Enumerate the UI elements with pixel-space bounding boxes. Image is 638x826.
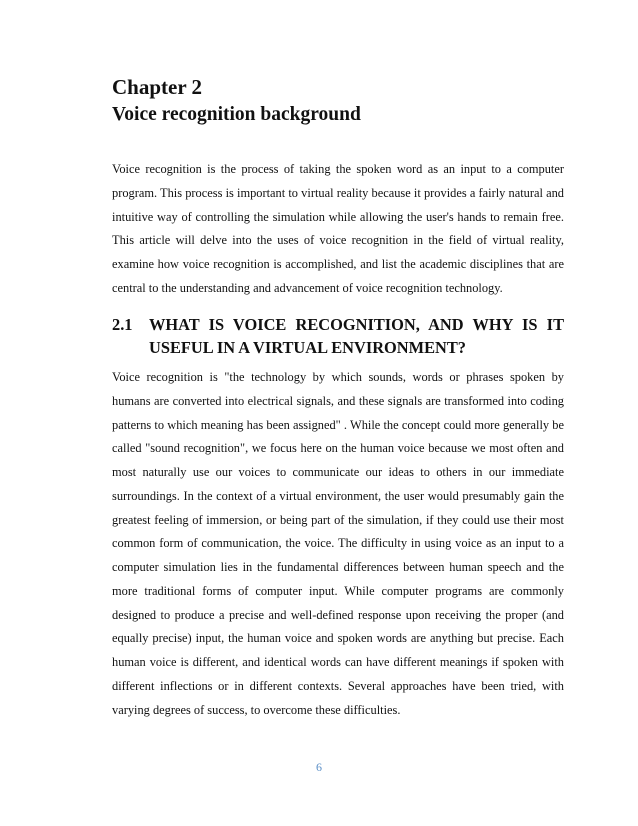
section-number: 2.1 [112,315,133,334]
chapter-number: Chapter 2 [112,75,203,99]
page-number: 6 [316,760,322,774]
chapter-title: Voice recognition background [112,104,361,125]
section-title: WHAT IS VOICE RECOGNITION, AND WHY IS IT USEFUL IN A VIRTUAL ENVIRONMENT? [149,315,564,357]
intro-paragraph: Voice recognition is the process of taking the spoken word as an input to a computer program. This process is important to virtual reality because it provides a fairly natural and intuitive way of controlling the simulation while allowing the user's hands to remain free. This article will delve into the uses of voice recognition in the field of virtual reality, examine how voice recognition is accomplished, and list the academic disciplines that are central to the understanding and advancement of voice recognition technology. [112,162,564,295]
section-paragraph: Voice recognition is "the technology by which sounds, words or phrases spoken by humans are converted into electrical signals, and these signals are transformed into coding patterns to which meaning has been assigned" . While the concept could more generally be called "sound recognition", we focus here on the human voice because we most often and most naturally use our voices to communicate our ideas to others in our immediate surroundings. In the context of a virtual environment, the user would presumably gain the greatest feeling of immersion, or being part of the simulation, if they could use their most common form of communication, the voice. The difficulty in using voice as an input to a computer simulation lies in the fundamental differences between human speech and the more traditional forms of computer input. While computer programs are commonly designed to produce a precise and well-defined response upon receiving the proper (and equally precise) input, the human voice and spoken words are anything but precise. Each human voice is different, and identical words can have different meanings if spoken with different inflections or in different contexts. Several approaches have been tried, with varying degrees of success, to overcome these difficulties. [112,370,564,717]
